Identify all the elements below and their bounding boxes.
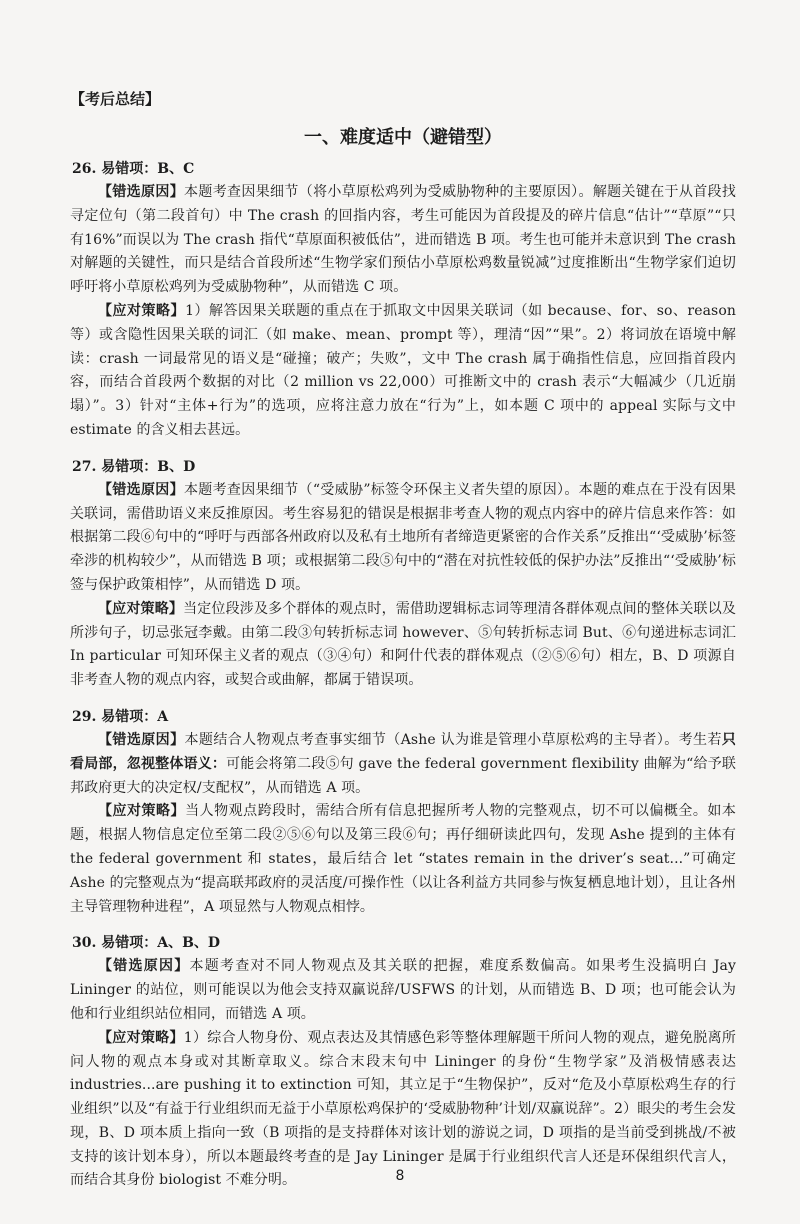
page-content (70, 80, 736, 1205)
cause-label: 【错选原因】 (98, 184, 185, 200)
summary-tag: 【考后总结】 (70, 90, 161, 108)
strategy-text: 当定位段涉及多个群体的观点时，需借助逻辑标志词等理清各群体观点间的整体关联以及所涉句子，切忌张冠李戴。由第二段③句转折标志词 however、⑤句转折标志词 But、⑥句递进标志词汇 In particular 可知环保主义者的观点（③④句）和阿什代表的群体观点（②⑤⑥句）相左，B、D 项源自非考查人物的观点内容，或契合或曲解，都属于错误项。 (70, 600, 736, 689)
cause-emphasis: 只看局部，忽视整体语义： (70, 731, 736, 772)
strategy-paragraph (70, 300, 736, 443)
item-title: 30. 易错项：A、B、D (72, 935, 221, 952)
strategy-label: 【应对策略】 (98, 600, 184, 617)
strategy-text: 1）解答因果关联题的重点在于抓取文中因果关联词（如 because、for、so、reason 等）或含隐性因果关联的词汇（如 make、mean、prompt 等），理清“因”“果”。2）将词放在语境中解读：crash 一词最常见的语义是“碰撞；破产；失败”，文中 The crash 属于确指性信息，应回指首段内容，而结合首段两个数据的对比（2 million vs 22,000）可推断文中的 crash 表示“大幅减少（几近崩塌）”。3）针对“主体+行为”的选项，应将注意力放在“行为”上，如本题 C 项中的 appeal 实际与文中 estimate 的含义相去甚远。 (70, 302, 736, 438)
cause-paragraph (70, 479, 736, 598)
cause-label: 【错选原因】 (98, 731, 185, 748)
strategy-text: 1）综合人物身份、观点表达及其情感色彩等整体理解题干所问人物的观点，避免脱离所问人物的观点本身或对其断章取义。综合末段末句中 Lininger 的身份“生物学家”及消极情感表达 industries...are pushing it to extinction 可知，其立足于“生物保护”，反对“危及小草原松鸡生存的行业组织”以及“有益于行业组织而无益于小草原松鸡保护的‘受威胁物种’计划/双赢说辞”。2）眼尖的考生会发现，B、D 项本质上指向一致（B 项指的是支持群体对该计划的游说之词，D 项指的是当前受到挑战/不被支持的该计划本身），所以本题最终考查的是 Jay Lininger 是属于行业组织代言人还是环保组织代言人，而结合其身份 biologist 不难分明。 (70, 1029, 736, 1189)
strategy-paragraph (70, 598, 736, 693)
strategy-label: 【应对策略】 (98, 1029, 184, 1046)
item-title: 29. 易错项：A (72, 708, 169, 725)
cause-text: 本题考查因果细节（将小草原松鸡列为受威胁物种的主要原因）。解题关键在于从首段找寻定位句（第二段首句）中 The crash 的回指内容，考生可能因为首段提及的碎片信息“估计”“草原”“只有16%”而误以为 The crash 指代“草原面积被低估”，进而错选 B 项。考生也可能并未意识到 The crash 对解题的关键性，而只是结合首段所述“生物学家们预估小草原松鸡数量锐减”过度推断出“生物学家们迫切呼吁将小草原松鸡列为受威胁物种”，从而错选 C 项。 (70, 184, 736, 296)
question-item-26 (70, 157, 736, 443)
cause-text: 可能会将第二段⑤句 gave the federal government flexibility 曲解为“给予联邦政府更大的决定权/支配权”，从而错选 A 项。 (70, 755, 736, 796)
cause-paragraph (70, 181, 736, 300)
question-item-30 (70, 931, 736, 1193)
item-title: 26. 易错项：B、C (72, 161, 195, 177)
cause-text: 本题考查对不同人物观点及其关联的把握，难度系数偏高。如果考生没搞明白 Jay Lininger 的站位，则可能误以为他会支持双赢说辞/USFWS 的计划，从而错选 B、D 项；也可能会认为他和行业组织站位相同，而错选 A 项。 (70, 958, 736, 1022)
question-item-29 (70, 705, 736, 919)
cause-label: 【错选原因】 (98, 481, 184, 498)
strategy-paragraph (70, 800, 736, 919)
cause-paragraph (70, 955, 736, 1026)
question-item-27 (70, 455, 736, 693)
cause-text: 本题考查因果细节（“受威胁”标签令环保主义者失望的原因）。本题的难点在于没有因果关联词，需借助语义来反推原因。考生容易犯的错误是根据非考查人物的观点内容中的碎片信息来作答：如根据第二段⑥句中的“呼吁与西部各州政府以及私有土地所有者缔造更紧密的合作关系”反推出“‘受威胁’标签牵涉的机构较少”，从而错选 B 项；或根据第二段⑤句中的“潜在对抗性较低的保护办法”反推出“‘受威胁’标签与保护政策相悖”，从而错选 D 项。 (70, 481, 736, 593)
strategy-label: 【应对策略】 (98, 803, 186, 820)
cause-paragraph (70, 729, 736, 800)
cause-label: 【错选原因】 (98, 958, 190, 975)
item-title: 27. 易错项：B、D (72, 458, 196, 475)
strategy-label: 【应对策略】 (98, 302, 186, 319)
cause-lead: 本题结合人物观点考查事实细节（Ashe 认为谁是管理小草原松鸡的主导者）。考生若 (184, 731, 722, 748)
strategy-text: 当人物观点跨段时，需结合所有信息把握所考人物的完整观点，切不可以偏概全。如本题，根据人物信息定位至第二段②⑤⑥句以及第三段⑥句；再仔细研读此四句，发现 Ashe 提到的主体有 the federal government 和 states，最后结合 let “states remain in the driver’s seat...”可确定 Ashe 的完整观点为“提高联邦政府的灵活度/可操作性（以让各利益方共同参与恢复栖息地计划），且让各州主导管理物种进程”，A 项显然与人物观点相悖。 (70, 803, 736, 915)
page-number: 8 (395, 1168, 405, 1184)
section-title: 一、难度适中（避错型） (304, 127, 502, 148)
